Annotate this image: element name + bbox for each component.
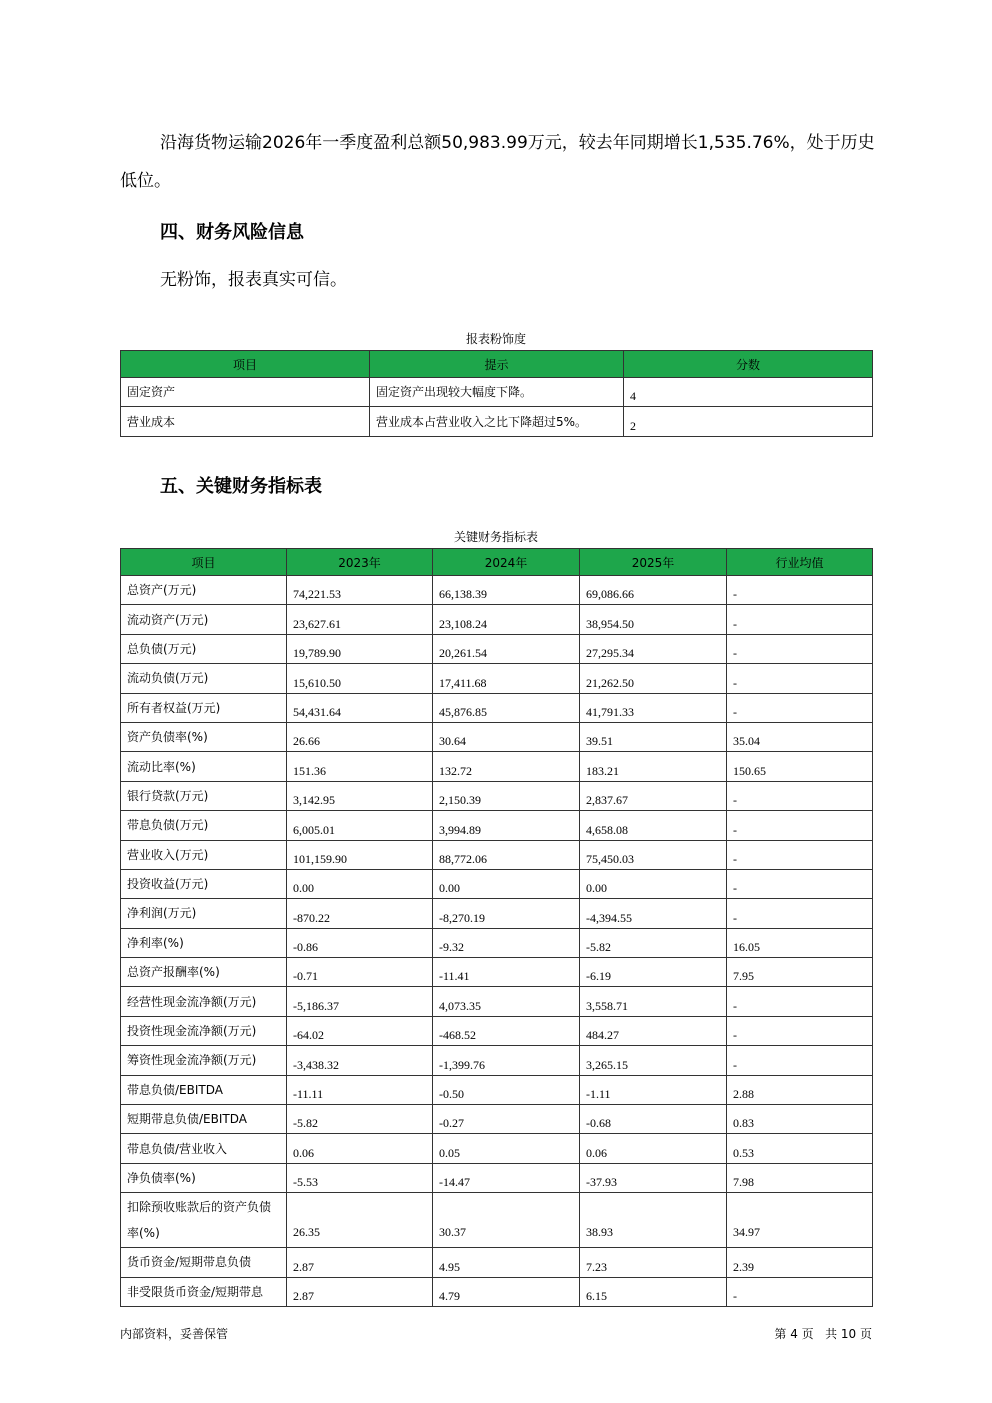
indicator-name: 净负债率(%) [121, 1163, 287, 1192]
industry-average: - [727, 634, 873, 663]
column-header: 分数 [624, 351, 873, 378]
industry-average: - [727, 1016, 873, 1045]
table-row [121, 958, 873, 987]
indicator-name: 经营性现金流净额(万元) [121, 987, 287, 1016]
column-header: 提示 [370, 351, 624, 378]
value-2023: 151.36 [287, 752, 433, 781]
value-2023: 54,431.64 [287, 693, 433, 722]
column-header: 项目 [121, 351, 370, 378]
risk-table-header [121, 351, 873, 378]
indicator-name: 资产负债率(%) [121, 722, 287, 751]
industry-average: - [727, 664, 873, 693]
risk-table [120, 350, 873, 437]
value-2023: 3,142.95 [287, 781, 433, 810]
table-row [121, 1046, 873, 1075]
industry-average: - [727, 811, 873, 840]
value-2023: -3,438.32 [287, 1046, 433, 1075]
value-2023: -5.82 [287, 1105, 433, 1134]
table-row [121, 664, 873, 693]
indicator-name: 净利率(%) [121, 928, 287, 957]
value-2023: 0.06 [287, 1134, 433, 1163]
value-2025: -1.11 [580, 1075, 727, 1104]
table-row [121, 987, 873, 1016]
table-row [121, 928, 873, 957]
indicator-name: 总资产报酬率(%) [121, 958, 287, 987]
value-2024: 45,876.85 [433, 693, 580, 722]
value-2025: 41,791.33 [580, 693, 727, 722]
value-2025: 38.93 [580, 1193, 727, 1248]
risk-item: 固定资产 [121, 378, 370, 407]
industry-average: 0.83 [727, 1105, 873, 1134]
value-2024: 2,150.39 [433, 781, 580, 810]
value-2025: 21,262.50 [580, 664, 727, 693]
value-2023: 15,610.50 [287, 664, 433, 693]
section4-text: 无粉饰，报表真实可信。 [160, 270, 347, 290]
value-2024: -0.50 [433, 1075, 580, 1104]
table-row [121, 722, 873, 751]
industry-average: - [727, 693, 873, 722]
industry-average: 7.95 [727, 958, 873, 987]
indicator-name: 流动资产(万元) [121, 605, 287, 634]
value-2023: -870.22 [287, 899, 433, 928]
value-2025: 2,837.67 [580, 781, 727, 810]
industry-average: 0.53 [727, 1134, 873, 1163]
value-2023: 19,789.90 [287, 634, 433, 663]
industry-average: - [727, 1046, 873, 1075]
value-2023: 6,005.01 [287, 811, 433, 840]
value-2023: -0.86 [287, 928, 433, 957]
indicator-name: 短期带息负债/EBITDA [121, 1105, 287, 1134]
value-2023: 0.00 [287, 869, 433, 898]
indicator-table-title: 关键财务指标表 [453, 530, 538, 544]
value-2023: 26.35 [287, 1193, 433, 1248]
industry-average: - [727, 869, 873, 898]
value-2025: 4,658.08 [580, 811, 727, 840]
value-2024: 3,994.89 [433, 811, 580, 840]
value-2024: 88,772.06 [433, 840, 580, 869]
value-2025: -4,394.55 [580, 899, 727, 928]
risk-score: 2 [624, 407, 873, 436]
indicator-name: 货币资金/短期带息负债 [121, 1248, 287, 1277]
column-header: 行业均值 [727, 549, 873, 576]
table-row [121, 1105, 873, 1134]
industry-average: 2.88 [727, 1075, 873, 1104]
value-2024: 4,073.35 [433, 987, 580, 1016]
table-row [121, 1075, 873, 1104]
value-2024: 132.72 [433, 752, 580, 781]
table-row [121, 407, 873, 436]
value-2025: -6.19 [580, 958, 727, 987]
table-row [121, 634, 873, 663]
indicator-name: 总资产(万元) [121, 576, 287, 605]
industry-average: 7.98 [727, 1163, 873, 1192]
risk-hint: 营业成本占营业收入之比下降超过5%。 [370, 407, 624, 436]
value-2025: 27,295.34 [580, 634, 727, 663]
value-2025: 183.21 [580, 752, 727, 781]
industry-average: 34.97 [727, 1193, 873, 1248]
value-2024: 0.05 [433, 1134, 580, 1163]
table-row [121, 378, 873, 407]
indicator-name: 流动比率(%) [121, 752, 287, 781]
indicator-name: 带息负债/EBITDA [121, 1075, 287, 1104]
table-row [121, 811, 873, 840]
table-row [121, 752, 873, 781]
value-2024: 4.79 [433, 1277, 580, 1306]
industry-average: 16.05 [727, 928, 873, 957]
value-2023: -11.11 [287, 1075, 433, 1104]
table-row [121, 1248, 873, 1277]
table-row [121, 1016, 873, 1045]
value-2023: -64.02 [287, 1016, 433, 1045]
indicator-name: 净利润(万元) [121, 899, 287, 928]
indicator-table-header [121, 549, 873, 576]
value-2023: 26.66 [287, 722, 433, 751]
indicator-name: 投资收益(万元) [121, 869, 287, 898]
value-2024: -14.47 [433, 1163, 580, 1192]
table-row [121, 1277, 873, 1306]
value-2024: -1,399.76 [433, 1046, 580, 1075]
value-2025: 3,558.71 [580, 987, 727, 1016]
value-2025: 0.06 [580, 1134, 727, 1163]
industry-average: 2.39 [727, 1248, 873, 1277]
industry-average: 35.04 [727, 722, 873, 751]
indicator-table [120, 548, 873, 1307]
value-2025: -37.93 [580, 1163, 727, 1192]
indicator-name: 投资性现金流净额(万元) [121, 1016, 287, 1045]
value-2025: 39.51 [580, 722, 727, 751]
indicator-name: 总负债(万元) [121, 634, 287, 663]
value-2025: 484.27 [580, 1016, 727, 1045]
table-row [121, 869, 873, 898]
industry-average: - [727, 987, 873, 1016]
risk-item: 营业成本 [121, 407, 370, 436]
risk-table-title: 报表粉饰度 [465, 332, 526, 346]
indicator-name: 流动负债(万元) [121, 664, 287, 693]
table-row [121, 576, 873, 605]
value-2024: 20,261.54 [433, 634, 580, 663]
value-2024: 66,138.39 [433, 576, 580, 605]
industry-average: - [727, 576, 873, 605]
value-2024: -468.52 [433, 1016, 580, 1045]
value-2023: 2.87 [287, 1277, 433, 1306]
value-2024: 30.37 [433, 1193, 580, 1248]
industry-average: 150.65 [727, 752, 873, 781]
industry-average: - [727, 1277, 873, 1306]
value-2023: -0.71 [287, 958, 433, 987]
value-2025: -5.82 [580, 928, 727, 957]
value-2025: 38,954.50 [580, 605, 727, 634]
value-2023: 23,627.61 [287, 605, 433, 634]
value-2024: 23,108.24 [433, 605, 580, 634]
indicator-name: 扣除预收账款后的资产负债率(%) [121, 1193, 287, 1248]
value-2024: 4.95 [433, 1248, 580, 1277]
value-2025: 75,450.03 [580, 840, 727, 869]
industry-average: - [727, 781, 873, 810]
intro-paragraph: 沿海货物运输2026年一季度盈利总额50,983.99万元，较去年同期增长1,535.76%，处于历史低位。 [120, 133, 875, 191]
table-row [121, 1193, 873, 1248]
table-row [121, 1163, 873, 1192]
risk-score: 4 [624, 378, 873, 407]
value-2025: 6.15 [580, 1277, 727, 1306]
risk-hint: 固定资产出现较大幅度下降。 [370, 378, 624, 407]
column-header: 项目 [121, 549, 287, 576]
indicator-name: 带息负债(万元) [121, 811, 287, 840]
value-2024: -9.32 [433, 928, 580, 957]
column-header: 2025年 [580, 549, 727, 576]
value-2023: 2.87 [287, 1248, 433, 1277]
table-row [121, 693, 873, 722]
value-2025: 0.00 [580, 869, 727, 898]
indicator-name: 带息负债/营业收入 [121, 1134, 287, 1163]
table-row [121, 605, 873, 634]
value-2023: -5.53 [287, 1163, 433, 1192]
table-row [121, 899, 873, 928]
value-2025: -0.68 [580, 1105, 727, 1134]
value-2024: -8,270.19 [433, 899, 580, 928]
column-header: 2024年 [433, 549, 580, 576]
value-2025: 7.23 [580, 1248, 727, 1277]
indicator-name: 所有者权益(万元) [121, 693, 287, 722]
industry-average: - [727, 605, 873, 634]
table-row [121, 781, 873, 810]
value-2023: 101,159.90 [287, 840, 433, 869]
value-2024: 0.00 [433, 869, 580, 898]
value-2024: -0.27 [433, 1105, 580, 1134]
section4-heading: 四、财务风险信息 [160, 222, 304, 243]
table-row [121, 1134, 873, 1163]
value-2024: -11.41 [433, 958, 580, 987]
indicator-name: 银行贷款(万元) [121, 781, 287, 810]
industry-average: - [727, 899, 873, 928]
table-row [121, 840, 873, 869]
industry-average: - [727, 840, 873, 869]
footer-left: 内部资料，妥善保管 [120, 1327, 229, 1341]
footer-page-number: 第 4 页 共 10 页 [774, 1327, 872, 1341]
indicator-name: 筹资性现金流净额(万元) [121, 1046, 287, 1075]
value-2024: 17,411.68 [433, 664, 580, 693]
section5-heading: 五、关键财务指标表 [160, 476, 322, 497]
indicator-name: 非受限货币资金/短期带息 [121, 1277, 287, 1306]
value-2025: 3,265.15 [580, 1046, 727, 1075]
value-2023: 74,221.53 [287, 576, 433, 605]
value-2025: 69,086.66 [580, 576, 727, 605]
indicator-name: 营业收入(万元) [121, 840, 287, 869]
value-2023: -5,186.37 [287, 987, 433, 1016]
column-header: 2023年 [287, 549, 433, 576]
value-2024: 30.64 [433, 722, 580, 751]
